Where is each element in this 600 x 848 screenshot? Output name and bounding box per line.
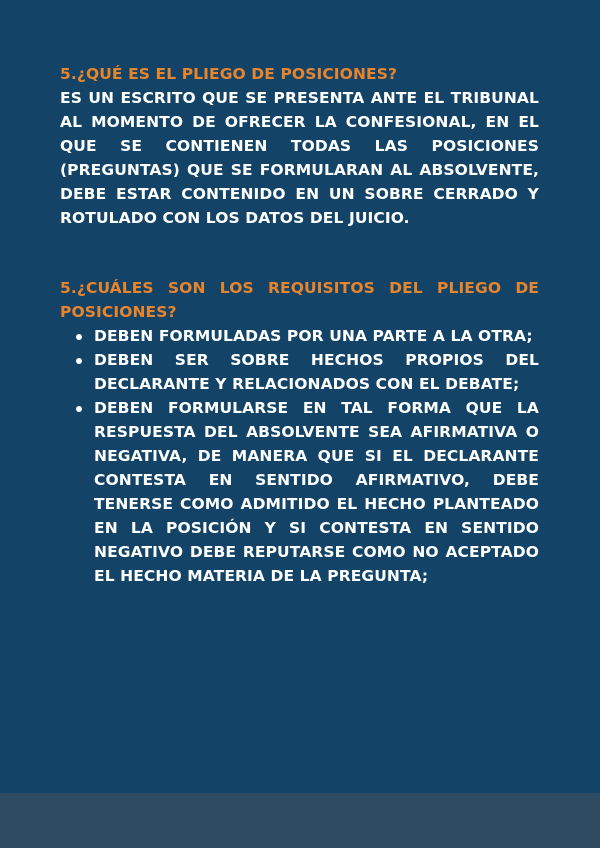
section-heading: 5.¿CUÁLES SON LOS REQUISITOS DEL PLIEGO DE POSICIONES?: [60, 279, 539, 321]
bullet-icon: [76, 358, 82, 364]
requirements-list: [60, 324, 539, 588]
section-what-is: [60, 62, 539, 230]
list-item: [60, 348, 539, 396]
document-content: [60, 62, 539, 588]
list-item-text: DEBEN FORMULADAS POR UNA PARTE A LA OTRA;: [94, 327, 533, 345]
section-heading: 5.¿QUÉ ES EL PLIEGO DE POSICIONES?: [60, 65, 398, 83]
list-item: [60, 324, 539, 348]
list-item: [60, 396, 539, 588]
section-requirements: [60, 276, 539, 588]
list-item-text: DEBEN SER SOBRE HECHOS PROPIOS DEL DECLARANTE Y RELACIONADOS CON EL DEBATE;: [94, 351, 539, 393]
footer-band: [0, 793, 600, 848]
bullet-icon: [76, 334, 82, 340]
list-item-text: DEBEN FORMULARSE EN TAL FORMA QUE LA RESPUESTA DEL ABSOLVENTE SEA AFIRMATIVA O NEGATIVA, DE MANERA QUE SI EL DECLARANTE CONTESTA EN SENTIDO AFIRMATIVO, DEBE TENERSE COMO ADMITIDO EL HECHO PLANTEADO EN LA POSICIÓN Y SI CONTESTA EN SENTIDO NEGATIVO DEBE REPUTARSE COMO NO ACEPTADO EL HECHO MATERIA DE LA PREGUNTA;: [94, 399, 539, 585]
bullet-icon: [76, 406, 82, 412]
section-body: ES UN ESCRITO QUE SE PRESENTA ANTE EL TRIBUNAL AL MOMENTO DE OFRECER LA CONFESIONAL, EN EL QUE SE CONTIENEN TODAS LAS POSICIONES (PREGUNTAS) QUE SE FORMULARAN AL ABSOLVENTE, DEBE ESTAR CONTENIDO EN UN SOBRE CERRADO Y ROTULADO CON LOS DATOS DEL JUICIO.: [60, 89, 539, 227]
